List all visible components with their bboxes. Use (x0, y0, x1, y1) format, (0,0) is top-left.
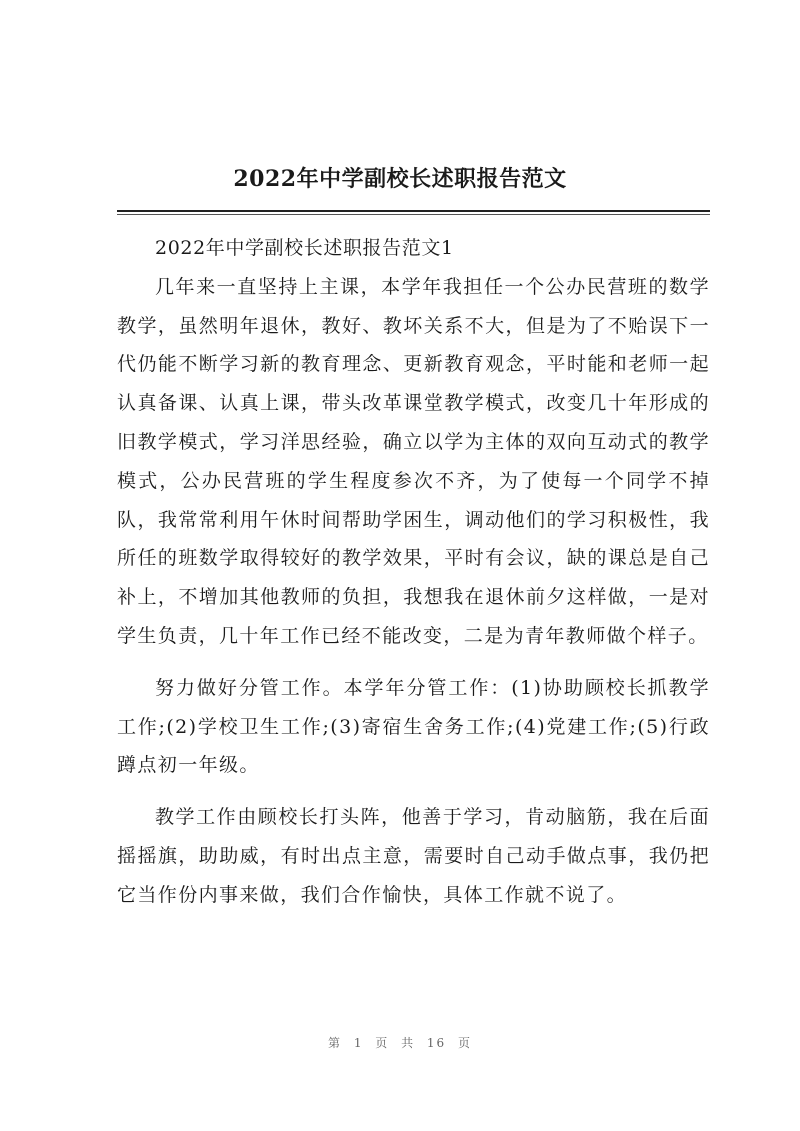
page-footer: 第 1 页 共 16 页 (328, 1036, 472, 1050)
paragraph-2: 努力做好分管工作。本学年分管工作：(1)协助顾校长抓教学工作;(2)学校卫生工作;(3)寄宿生舍务工作;(4)党建工作;(5)行政蹲点初一年级。 (117, 676, 710, 777)
title-divider (117, 210, 710, 212)
paragraph-3: 教学工作由顾校长打头阵，他善于学习，肯动脑筋，我在后面摇摇旗，助助威，有时出点主意，需要时自己动手做点事，我仍把它当作份内事来做，我们合作愉快，具体工作就不说了。 (117, 806, 710, 906)
page-title: 2022年中学副校长述职报告范文 (233, 166, 567, 192)
paragraph-1: 几年来一直坚持上主课，本学年我担任一个公办民营班的数学教学，虽然明年退休，教好、教坏关系不大，但是为了不贻误下一代仍能不断学习新的教育理念、更新教育观念，平时能和老师一起认真备课、认真上课，带头改革课堂教学模式，改变几十年形成的旧教学模式，学习洋思经验，确立以学为主体的双向互动式的教学模式，公办民营班的学生程度参次不齐，为了使每一个同学不掉队，我常常利用午休时间帮助学困生，调动他们的学习积极性，我所任的班数学取得较好的教学效果，平时有会议，缺的课总是自己补上，不增加其他教师的负担，我想我在退休前夕这样做，一是对学生负责，几十年工作已经不能改变，二是为青年教师做个样子。 (117, 275, 710, 647)
title-divider-thin (117, 214, 710, 215)
document-body (117, 229, 710, 928)
section-heading: 2022年中学副校长述职报告范文1 (155, 237, 454, 259)
